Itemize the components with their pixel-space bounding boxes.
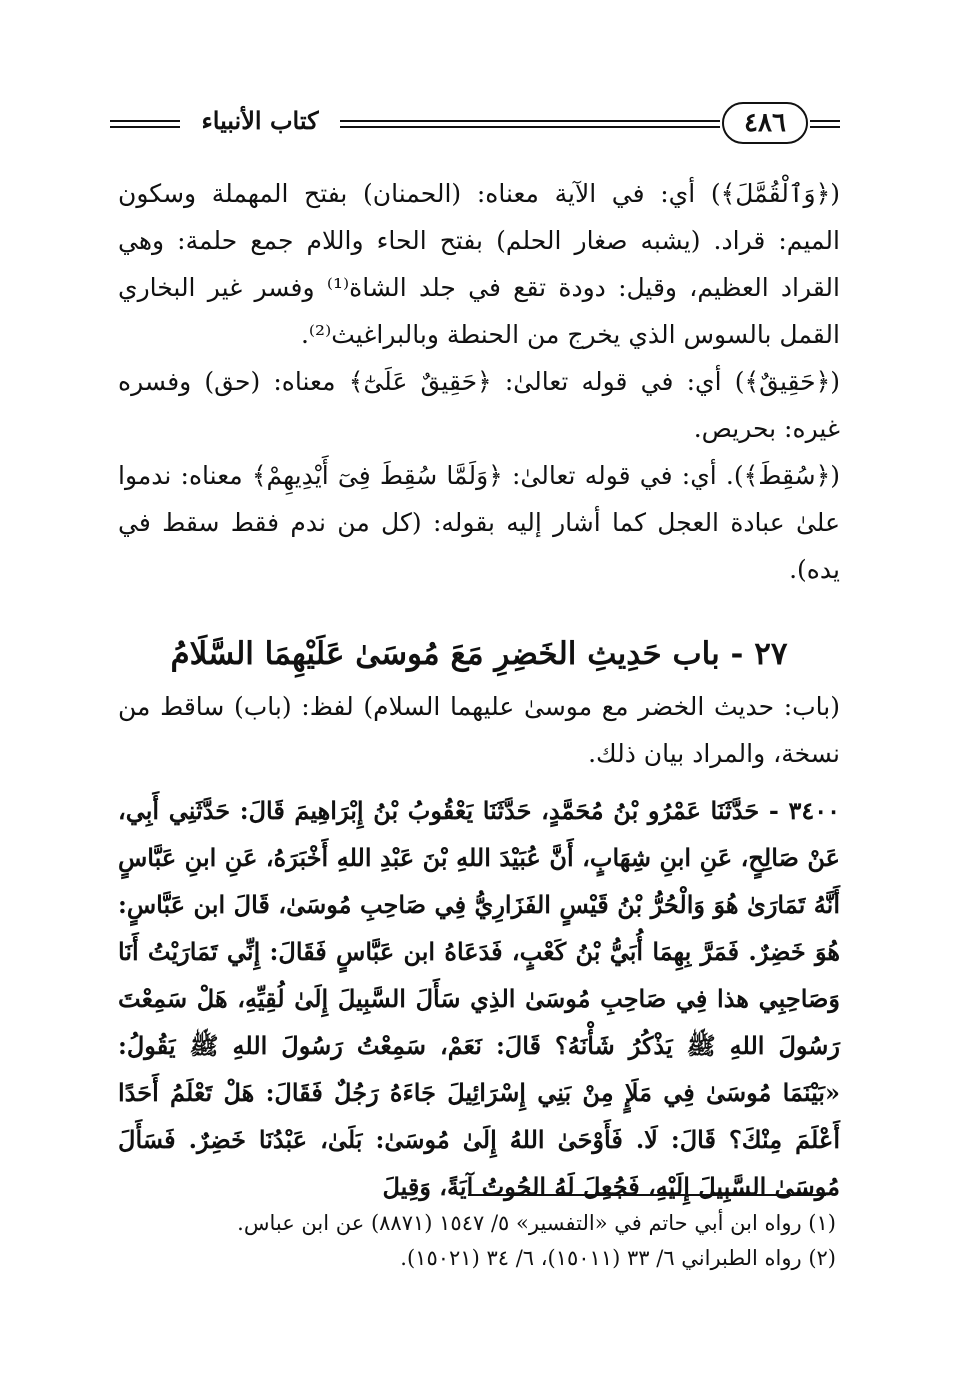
hadith-text: ٣٤٠٠ - حَدَّثَنَا عَمْرُو بْنُ مُحَمَّدٍ، حَدَّثَنَا يَعْقُوبُ بْنُ إِبْرَاهِيمَ قَالَ: حَدَّثَنِي أَبِي، عَنْ صَالِحٍ، عَنِ ابنِ شِهَابٍ، أَنَّ عُبَيْدَ اللهِ بْنَ عَبْدِ اللهِ أَخْبَرَهُ، عَنِ ابنِ عَبَّاسٍ أَنَّهُ تَمَارَىٰ هُوَ وَالْحُرُّ بْنُ قَيْسٍ الفَزَارِيُّ فِي صَاحِبِ مُوسَىٰ، قَالَ ابن عَبَّاسٍ: هُوَ خَضِرٌ. فَمَرَّ بِهِمَا أُبَيُّ بْنُ كَعْبٍ، فَدَعَاهُ ابن عَبَّاسٍ فَقَالَ: إِنِّي تَمَارَيْتُ أَنَا وَصَاحِبِي هذا فِي صَاحِبِ مُوسَىٰ الذِي سَأَلَ السَّبِيلَ إِلَىٰ لُقِيِّهِ، هَلْ سَمِعْتَ رَسُولَ اللهِ ﷺ يَذْكُرُ شَأْنَهُ؟ قَالَ: نَعَمْ، سَمِعْتُ رَسُولَ اللهِ ﷺ يَقُولُ: «بَيْنَمَا مُوسَىٰ فِي مَلَإٍ مِنْ بَنِي إِسْرَائِيلَ جَاءَهُ رَجُلٌ فَقَالَ: هَلْ تَعْلَمُ أَحَدًا أَعْلَمَ مِنْكَ؟ قَالَ: لَا. فَأَوْحَىٰ اللهُ إِلَىٰ مُوسَىٰ: بَلَىٰ، عَبْدُنَا خَضِرٌ. فَسَأَلَ مُوسَىٰ السَّبِيلَ إِلَيْهِ، فَجُعِلَ لَهُ الحُوتُ آيَةً، وَقِيلَ xyxy=(118,796,841,1201)
header-rule xyxy=(810,120,840,122)
chapter-note: (باب: حديث الخضر مع موسىٰ عليهما السلام) لفظ: (باب) ساقط من نسخة، والمراد بيان ذلك. xyxy=(118,692,840,768)
footnote: (٢) رواه الطبراني ٦/ ٣٣ (١٥٠١١)، ٦/ ٣٤ (١٥٠٢١). xyxy=(400,1246,836,1270)
main-text xyxy=(118,170,840,1210)
header-rule xyxy=(110,120,180,122)
page-number: ٤٨٦ xyxy=(744,108,786,138)
chapter-title: ٢٧ - باب حَدِيثِ الخَضِرِ مَعَ مُوسَىٰ عَلَيْهِمَا السَّلَامُ xyxy=(170,636,788,672)
paragraph: (﴿سُقِطَ﴾). أي: في قوله تعالىٰ: ﴿وَلَمَّا سُقِطَ فِىٓ أَيْدِيهِمْ﴾ معناه: ندموا علىٰ عبادة العجل كما أشار إليه بقوله: (كل من ندم فقط سقط في يده). xyxy=(118,461,840,584)
header-rule xyxy=(340,126,720,128)
page-number-frame xyxy=(722,102,808,144)
header-rule xyxy=(810,126,840,128)
paragraph: (﴿حَقِيقٌ﴾) أي: في قوله تعالىٰ: ﴿حَقِيقٌ عَلَىٰٓ﴾ معناه: (حق) وفسره غيره: بحريص. xyxy=(118,367,840,443)
page-header xyxy=(110,100,840,152)
header-rule xyxy=(110,126,180,128)
footnote-separator xyxy=(468,1194,826,1196)
paragraph: (﴿وَٱلْقُمَّلَ﴾) أي: في الآية معناه: (الحمنان) بفتح المهملة وسكون الميم: قراد. (يشبه صغار الحلم) بفتح الحاء واللام جمع حلمة: وهي القراد العظيم، وقيل: دودة تقع في جلد الشاة⁽¹⁾ وفسر غير البخاري القمل بالسوس الذي يخرج من الحنطة وبالبراغيث⁽²⁾. xyxy=(118,179,840,349)
header-rule xyxy=(340,120,720,122)
footnote: (١) رواه ابن أبي حاتم في «التفسير» ٥/ ١٥٤٧ (٨٨٧١) عن ابن عباس. xyxy=(237,1211,836,1235)
footnotes xyxy=(118,1206,836,1276)
running-title: كتاب الأنبياء xyxy=(201,106,319,135)
